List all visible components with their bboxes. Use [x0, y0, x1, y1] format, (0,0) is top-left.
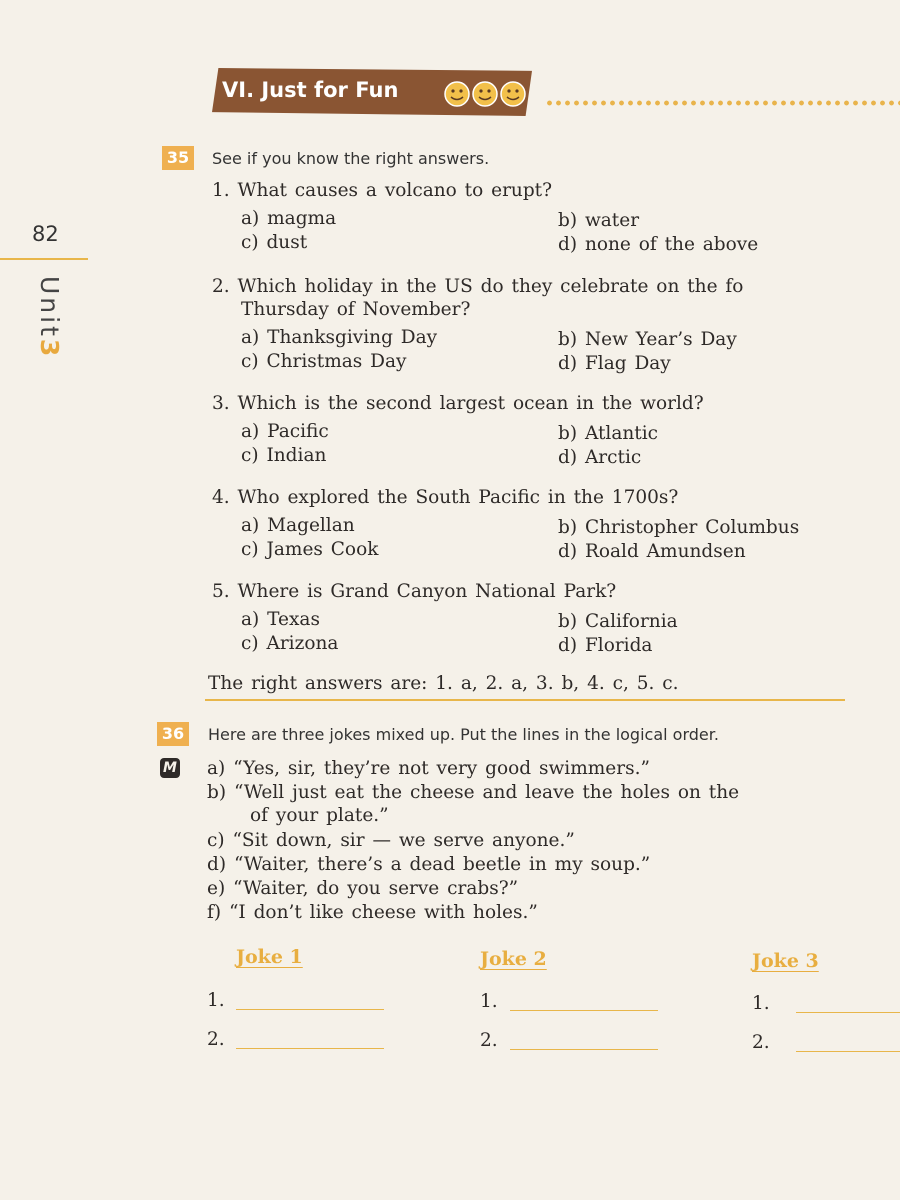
q5-option-a: a) Texas — [241, 609, 320, 630]
q3-option-c: c) Indian — [241, 445, 327, 466]
joke-2-slot-1-blank[interactable] — [510, 1010, 658, 1011]
joke-3-slot-2-number: 2. — [752, 1032, 770, 1053]
joke-line-c: c) “Sit down, sir — we serve anyone.” — [207, 830, 575, 851]
answer-key: The right answers are: 1. a, 2. a, 3. b, 4. c, 5. c. — [208, 673, 679, 694]
section-title: VI. Just for Fun — [222, 78, 399, 102]
q4-option-d: d) Roald Amundsen — [558, 541, 746, 562]
smiley-faces-icon — [443, 79, 527, 109]
joke-1-slot-1-number: 1. — [207, 990, 225, 1011]
joke-1-slot-1-blank[interactable] — [236, 1009, 384, 1010]
joke-2-heading: Joke 2 — [480, 948, 547, 970]
question-3: 3. Which is the second largest ocean in the world? — [212, 393, 704, 414]
q3-option-b: b) Atlantic — [558, 423, 658, 444]
joke-3-slot-2-blank[interactable] — [796, 1051, 900, 1052]
joke-3-slot-1-number: 1. — [752, 993, 770, 1014]
joke-1-slot-2-blank[interactable] — [236, 1048, 384, 1049]
question-4: 4. Who explored the South Pacific in the 1700s? — [212, 487, 679, 508]
q5-option-b: b) California — [558, 611, 678, 632]
unit-word: Unit — [35, 276, 64, 339]
q2-option-b: b) New Year’s Day — [558, 329, 737, 350]
question-1: 1. What causes a volcano to erupt? — [212, 180, 553, 201]
q4-option-a: a) Magellan — [241, 515, 355, 536]
q4-option-b: b) Christopher Columbus — [558, 517, 800, 538]
page-number-rule — [0, 258, 88, 260]
joke-2-slot-1-number: 1. — [480, 991, 498, 1012]
joke-2-slot-2-blank[interactable] — [510, 1049, 658, 1050]
joke-line-b: b) “Well just eat the cheese and leave the holes on the — [207, 782, 740, 803]
joke-line-a: a) “Yes, sir, they’re not very good swimmers.” — [207, 758, 650, 779]
multimedia-icon: M — [160, 758, 180, 778]
exercise-36-badge: 36 — [157, 722, 189, 746]
question-5: 5. Where is Grand Canyon National Park? — [212, 581, 617, 602]
joke-line-f: f) “I don’t like cheese with holes.” — [207, 902, 538, 923]
page-number: 82 — [32, 222, 59, 246]
unit-label — [24, 276, 64, 359]
joke-3-slot-1-blank[interactable] — [796, 1012, 900, 1013]
q1-option-c: c) dust — [241, 232, 308, 253]
joke-line-e: e) “Waiter, do you serve crabs?” — [207, 878, 519, 899]
joke-3-heading: Joke 3 — [752, 950, 819, 972]
q1-option-d: d) none of the above — [558, 234, 759, 255]
question-2-continued: Thursday of November? — [241, 299, 471, 320]
q3-option-a: a) Pacific — [241, 421, 329, 442]
joke-line-d: d) “Waiter, there’s a dead beetle in my soup.” — [207, 854, 651, 875]
joke-1-slot-2-number: 2. — [207, 1029, 225, 1050]
joke-2-slot-2-number: 2. — [480, 1030, 498, 1051]
dotted-rule — [545, 100, 900, 106]
q1-option-b: b) water — [558, 210, 640, 231]
q1-option-a: a) magma — [241, 208, 337, 229]
q3-option-d: d) Arctic — [558, 447, 642, 468]
exercise-36-instruction: Here are three jokes mixed up. Put the lines in the logical order. — [208, 725, 719, 744]
question-2: 2. Which holiday in the US do they celebrate on the fo — [212, 276, 744, 297]
q5-option-d: d) Florida — [558, 635, 653, 656]
exercise-35-instruction: See if you know the right answers. — [212, 149, 490, 168]
q2-option-c: c) Christmas Day — [241, 351, 407, 372]
q4-option-c: c) James Cook — [241, 539, 379, 560]
exercise-35-badge: 35 — [162, 146, 194, 170]
joke-1-heading: Joke 1 — [236, 946, 303, 968]
q2-option-d: d) Flag Day — [558, 353, 671, 374]
q5-option-c: c) Arizona — [241, 633, 339, 654]
joke-line-b-continued: of your plate.” — [250, 805, 389, 826]
q2-option-a: a) Thanksgiving Day — [241, 327, 438, 348]
answer-key-rule — [205, 699, 845, 701]
unit-number: 3 — [35, 338, 64, 360]
